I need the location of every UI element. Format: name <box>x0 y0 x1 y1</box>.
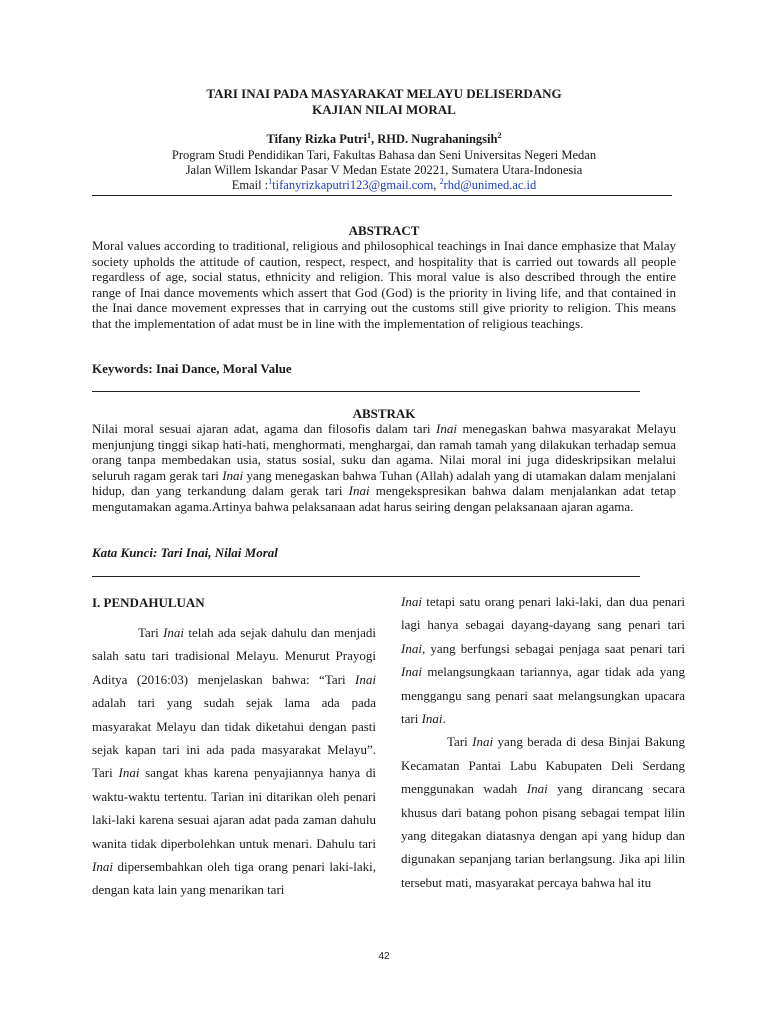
affiliation: Program Studi Pendidikan Tari, Fakultas Bahasa dan Seni Universitas Negeri Medan <box>171 148 597 162</box>
abstrak-part: Nilai moral sesuai ajaran adat, agama dan filosofis dalam tari <box>92 421 436 436</box>
abstrak-divider <box>92 576 640 577</box>
email1-sup: 1 <box>268 176 273 186</box>
inai-term: Inai <box>118 765 140 781</box>
text-run: dipersembahkan oleh tiga orang penari laki-laki, dengan kata lain yang menarikan tari <box>92 859 376 898</box>
email1-link[interactable]: tifanyrizkaputri123@gmail.com <box>272 178 434 192</box>
author1: Tifany Rizka Putri <box>266 132 368 146</box>
text-run: yang dirancang secara khusus dari batang pohon pisang sebagai tempat lilin yang ditegakan diatasnya dengan api yang hidup dan digunakan sepanjang tarian berlangsung. Jika api lilin tersebut mati, masyarakat percaya bahwa hal itu <box>401 781 685 890</box>
abstract-divider <box>92 391 640 392</box>
text-run: Tari <box>138 625 164 640</box>
text-run: . <box>442 711 446 727</box>
authors <box>0 132 768 148</box>
inai-term: Inai <box>92 859 113 875</box>
left-column <box>92 621 376 902</box>
inai-term: Inai <box>401 640 422 656</box>
inai-term: Inai <box>472 734 494 750</box>
text-run: adalah tari yang sudah sejak lama ada pada masyarakat Melayu dan tidak diketahui dengan pasti sejak kapan tari ini ada pada masyarakat Melayu”. Tari <box>92 695 376 781</box>
right-column <box>401 590 685 894</box>
email2-link[interactable]: rhd@unimed.ac.id <box>443 178 537 192</box>
inai-term: Inai <box>401 664 422 680</box>
abstract-text: Moral values according to traditional, religious and philosophical teachings in Inai dance emphasize that Malay society upholds the attitude of caution, respect, respect, and hospitality that is carried out towards all people regardless of age, social status, ethnicity and religion. This moral value is also described through the entire range of Inai dance movements which assert that God (God) is the priority in living life, and that contained in the Inai dance movement expresses that in carrying out the customs still give priority to religion. This means that the implementation of adat must be in line with the implementation of religious teachings. <box>92 238 676 331</box>
header-divider <box>92 195 672 196</box>
abstrak-part: menegaskan bahwa masyarakat Melayu menjunjung tinggi sikap hati-hati, menghormati, menghargai, dan ramah tamah yang dilakukan terhadap semua orang tanpa membedakan usia, status sosial, suku dan agama. Nilai moral ini juga dideskripsikan melalui seluruh ragam gerak tari <box>92 421 676 483</box>
keywords: Keywords: Inai Dance, Moral Value <box>92 361 292 376</box>
author2-sup: 2 <box>497 130 502 140</box>
author1-sup: 1 <box>367 130 372 140</box>
section-heading: I. PENDAHULUAN <box>92 595 205 610</box>
text-run: , yang berfungsi sebagai penjaga saat penari tari <box>421 640 685 656</box>
text-run: Tari <box>447 734 473 750</box>
inai-term: Inai <box>348 483 370 499</box>
paragraph <box>92 621 376 902</box>
text-run: telah ada sejak dahulu dan menjadi salah satu tari tradisional Melayu. Menurut Prayogi Aditya (2016:03) menjelaskan bahwa: “Tari <box>92 625 377 687</box>
email-label: Email : <box>231 178 269 192</box>
paragraph <box>401 730 685 894</box>
abstrak-part: mengekspresikan bahwa dalam menjalankan adat tetap mengutamakan agama.Artinya bahwa pelaksanaan adat harus seiring dengan pelaksanaan ajaran agama. <box>92 483 677 514</box>
email-separator: , <box>433 178 440 192</box>
email2-sup: 2 <box>439 176 444 186</box>
paper-title-line2: KAJIAN NILAI MORAL <box>312 102 456 117</box>
inai-term: Inai <box>401 594 422 609</box>
inai-term: Inai <box>163 625 185 640</box>
kata-kunci: Kata Kunci: Tari Inai, Nilai Moral <box>92 545 278 560</box>
inai-term: Inai <box>222 467 244 483</box>
abstrak-text <box>92 421 676 515</box>
abstrak-heading: ABSTRAK <box>352 406 416 421</box>
text-run: yang berada di desa Binjai Bakung Kecamatan Pantai Labu Kabupaten Deli Serdang menggunakan wadah <box>401 734 685 797</box>
author2: , RHD. Nugrahaningsih <box>371 132 498 146</box>
abstract-heading: ABSTRACT <box>348 223 420 238</box>
text-run: sangat khas karena penyajiannya hanya di waktu-waktu tertentu. Tarian ini ditarikan oleh penari laki-laki karena sesuai ajaran adat pada zaman dahulu wanita tidak diperbolehkan untuk menari. Dahulu tari <box>92 765 376 851</box>
inai-term: Inai <box>421 711 443 727</box>
text-run: tetapi satu orang penari laki-laki, dan dua penari lagi hanya sebagai dayang-dayang sang penari tari <box>401 594 685 633</box>
inai-term: Inai <box>355 671 376 687</box>
paragraph <box>401 590 685 730</box>
paper-title-line1: TARI INAI PADA MASYARAKAT MELAYU DELISERDANG <box>206 86 562 101</box>
text-run: melangsungkaan tariannya, agar tidak ada yang menggangu sang penari saat melangsungkan upacara tari <box>401 664 685 727</box>
inai-term: Inai <box>436 421 457 436</box>
inai-term: Inai <box>526 781 548 797</box>
address: Jalan Willem Iskandar Pasar V Medan Estate 20221, Sumatera Utara-Indonesia <box>185 163 583 177</box>
email-line <box>0 178 768 194</box>
abstrak-part: yang menegaskan bahwa Tuhan (Allah) adalah yang di utamakan dalam menjalani hidup, dan yang terkandung dalam gerak tari <box>92 467 676 499</box>
page-number: 42 <box>378 951 390 962</box>
